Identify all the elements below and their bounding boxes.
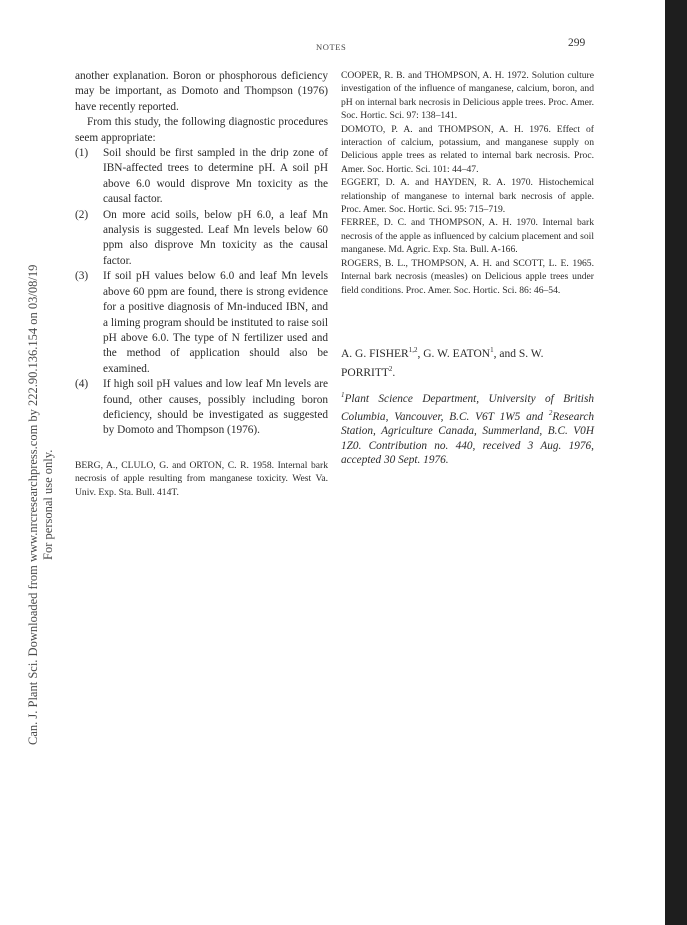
procedure-text: If soil pH values below 6.0 and leaf Mn levels above 60 ppm are found, there is strong evidence for a positive diagnosis of Mn-induced IBN, and a liming program should be instituted to raise soil pH above 6.0. The type of N fertilizer used and the method of application should also be examined. — [103, 270, 328, 375]
affiliation-superscript: 2 — [548, 408, 553, 417]
reference-entry: BERG, A., CLULO, G. and ORTON, C. R. 1958. Internal bark necrosis of apple resulting from manganese toxicity. West Va. Univ. Exp. Sta. Bull. 414T. — [75, 459, 328, 498]
page-number: 299 — [568, 37, 586, 49]
reference-entry: FERREE, D. C. and THOMPSON, A. H. 1970. Internal bark necrosis of the apple as influenced by calcium placement and soil manganese. Md. Agric. Exp. Sta. Bull. A-166. — [341, 217, 594, 256]
procedure-item — [75, 269, 328, 377]
author-name: , and S. W. PORRITT — [341, 347, 544, 380]
affiliation-text: Plant Science Department, University of British Columbia, Vancouver, B.C. V6T 1W5 and — [341, 392, 594, 423]
procedure-text: Soil should be first sampled in the drip zone of IBN-affected trees to determine pH. A soil pH above 6.0 would disprove Mn toxicity as the causal factor. — [103, 147, 328, 206]
procedure-number: (3) — [75, 270, 89, 283]
procedure-number: (2) — [75, 208, 89, 221]
reference-entry: EGGERT, D. A. and HAYDEN, R. A. 1970. Histochemical relationship of manganese to internal bark necrosis of apple. Proc. Amer. Soc. Hortic. Sci. 95: 715–719. — [341, 177, 594, 216]
procedure-text: On more acid soils, below pH 6.0, a leaf Mn analysis is suggested. Leaf Mn levels below 60 ppm also disprove Mn toxicity as the causal factor. — [103, 208, 328, 267]
reference-entry: DOMOTO, P. A. and THOMPSON, A. H. 1976. Effect of interaction of calcium, potassium, and manganese supply on Delicious apple trees as related to internal bark necrosis. Proc. Amer. Soc. Hortic. Sci. 101: 44–47. — [341, 123, 594, 175]
paragraph-continuation: another explanation. Boron or phosphorous deficiency may be important, as Domoto and Thompson (1976) have recently reported. — [75, 70, 328, 113]
affiliation-superscript: 1 — [341, 390, 345, 399]
affiliation-text: Research Station, Agriculture Canada, Summerland, B.C. V0H 1Z0. Contribution no. 440, received 3 Aug. 1976, accepted 30 Sept. 1976. — [341, 410, 594, 467]
procedure-number: (1) — [75, 147, 89, 160]
author-name: , G. W. EATON — [417, 347, 491, 360]
left-column — [75, 69, 328, 499]
reference-entry: COOPER, R. B. and THOMPSON, A. H. 1972. Solution culture investigation of the influence of manganese, calcium, boron, and pH on internal bark necrosis in Delicious apple trees. Proc. Amer. Soc. Hortic. Sci. 97: 138–141. — [341, 70, 594, 122]
scan-edge-bar — [665, 0, 687, 925]
procedure-number: (4) — [75, 378, 89, 391]
procedure-item — [75, 377, 328, 439]
author-end: . — [392, 367, 396, 380]
author-superscript: 2 — [388, 365, 393, 374]
author-list — [341, 343, 594, 382]
author-superscript: 1,2 — [408, 345, 418, 354]
affiliation — [341, 388, 594, 469]
paragraph-procedures-intro: From this study, the following diagnostic procedures seem appropriate: — [75, 116, 328, 144]
procedure-item — [75, 146, 328, 208]
procedure-list — [75, 146, 328, 439]
author-name: A. G. FISHER — [341, 347, 409, 360]
watermark-line-1: Can. J. Plant Sci. Downloaded from www.nrcresearchpress.com by 222.90.136.154 on 03/08/19 — [26, 264, 40, 745]
procedure-item — [75, 208, 328, 270]
watermark-line-2: For personal use only. — [41, 449, 55, 560]
running-head: NOTES — [316, 42, 347, 52]
author-superscript: 1 — [490, 345, 494, 354]
reference-entry: ROGERS, B. L., THOMPSON, A. H. and SCOTT, L. E. 1965. Internal bark necrosis (measles) on Delicious apple trees under field conditions. Proc. Amer. Soc. Hortic. Sci. 86: 46–54. — [341, 257, 594, 296]
download-watermark — [26, 265, 56, 745]
procedure-text: If high soil pH values and low leaf Mn levels are found, other causes, possibly including boron deficiency, should be investigated as suggested by Domoto and Thompson (1976). — [103, 378, 328, 437]
right-column — [341, 69, 594, 468]
